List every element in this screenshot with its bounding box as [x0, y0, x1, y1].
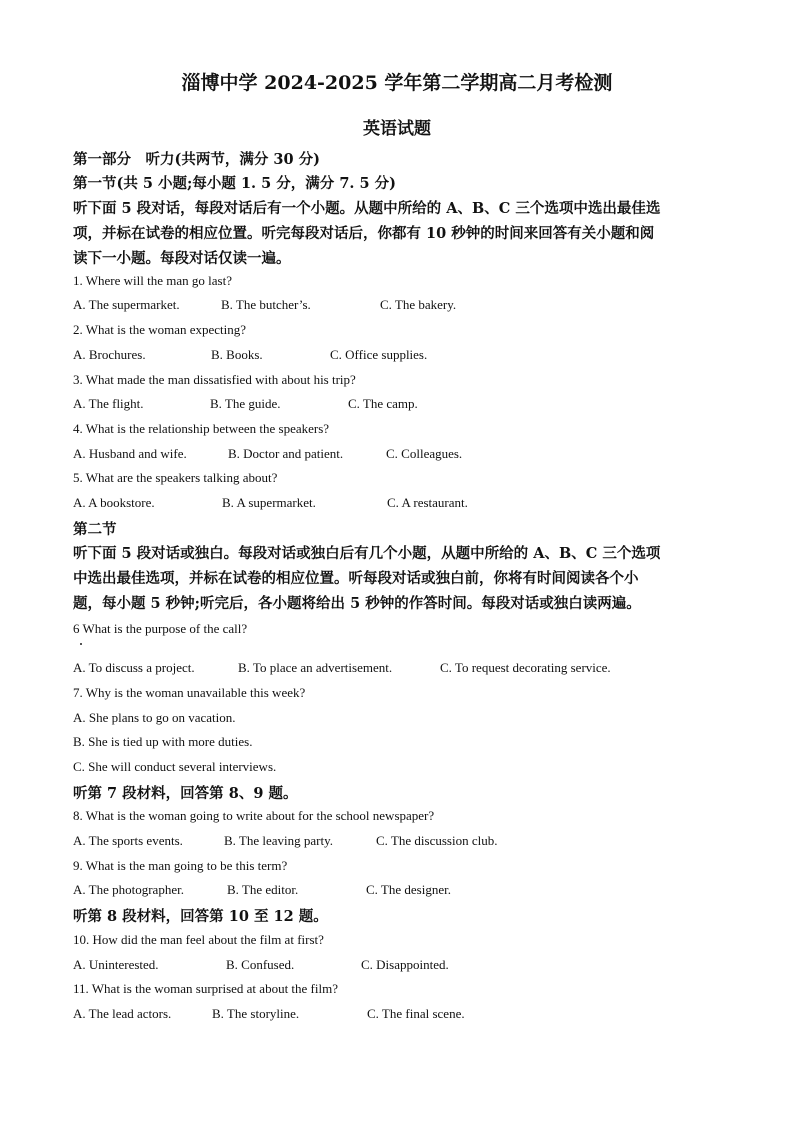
option-c: C. A restaurant.	[387, 495, 468, 510]
question-2: 2. What is the woman expecting?	[73, 322, 247, 337]
option-c: C. The designer.	[366, 882, 451, 897]
question-6: 6 What is the purpose of the call?	[73, 621, 248, 636]
option-a: A. The photographer.	[73, 882, 184, 897]
option-c: C. To request decorating service.	[440, 660, 611, 675]
section1-instruction: 项，并标在试卷的相应位置。听完每段对话后，你都有 10 秒钟的时间来回答有关小题和阅	[73, 225, 655, 242]
material-8-heading: 听第 8 段材料，回答第 10 至 12 题。	[73, 908, 328, 925]
option-b: B. The guide.	[210, 396, 281, 411]
part-heading: 第一部分 听力(共两节，满分 30 分)	[73, 151, 320, 168]
question-9: 9. What is the man going to be this term?	[73, 858, 288, 873]
question-11: 11. What is the woman surprised at about the film?	[73, 981, 338, 996]
section2-heading: 第二节	[73, 521, 117, 538]
option-c: C. The camp.	[348, 396, 418, 411]
option-a: A. The flight.	[73, 396, 144, 411]
section1-heading: 第一节(共 5 小题;每小题 1. 5 分，满分 7. 5 分)	[73, 175, 396, 192]
option-b: B. She is tied up with more duties.	[73, 734, 253, 749]
option-a: A. A bookstore.	[73, 495, 155, 510]
option-c: C. The final scene.	[367, 1006, 465, 1021]
option-c: C. The bakery.	[380, 297, 457, 312]
question-7: 7. Why is the woman unavailable this week?	[73, 685, 306, 700]
stray-mark	[80, 643, 82, 645]
option-b: B. Confused.	[226, 957, 295, 972]
option-a: A. The supermarket.	[73, 297, 180, 312]
option-b: B. The editor.	[227, 882, 299, 897]
option-b: B. Books.	[211, 347, 263, 362]
option-b: B. The leaving party.	[224, 833, 334, 848]
section1-instruction: 听下面 5 段对话，每段对话后有一个小题。从题中所给的 A、B、C 三个选项中选出最佳选	[73, 200, 661, 217]
section2-instruction: 中选出最佳选项，并标在试卷的相应位置。听每段对话或独白前，你将有时间阅读各个小	[73, 570, 639, 587]
option-c: C. Disappointed.	[361, 957, 449, 972]
material-7-heading: 听第 7 段材料，回答第 8、9 题。	[73, 785, 298, 802]
option-b: B. Doctor and patient.	[228, 446, 344, 461]
option-b: B. To place an advertisement.	[238, 660, 393, 675]
option-b: B. The storyline.	[212, 1006, 300, 1021]
option-a: A. Husband and wife.	[73, 446, 187, 461]
question-5: 5. What are the speakers talking about?	[73, 470, 278, 485]
option-a: A. The lead actors.	[73, 1006, 172, 1021]
option-a: A. Brochures.	[73, 347, 146, 362]
question-3: 3. What made the man dissatisfied with about his trip?	[73, 372, 356, 387]
option-a: A. Uninterested.	[73, 957, 159, 972]
section2-instruction: 听下面 5 段对话或独白。每段对话或独白后有几个小题，从题中所给的 A、B、C 三个选项	[73, 545, 661, 562]
section1-instruction: 读下一小题。每段对话仅读一遍。	[73, 250, 291, 267]
question-1: 1. Where will the man go last?	[73, 273, 232, 288]
exam-subtitle: 英语试题	[363, 119, 431, 139]
option-c: C. Colleagues.	[386, 446, 463, 461]
option-c: C. Office supplies.	[330, 347, 428, 362]
option-a: A. She plans to go on vacation.	[73, 710, 236, 725]
question-8: 8. What is the woman going to write about for the school newspaper?	[73, 808, 435, 823]
option-b: B. The butcher’s.	[221, 297, 311, 312]
option-a: A. To discuss a project.	[73, 660, 195, 675]
exam-title: 淄博中学 2024-2025 学年第二学期高二月考检测	[181, 72, 613, 94]
option-c: C. The discussion club.	[376, 833, 498, 848]
option-c: C. She will conduct several interviews.	[73, 759, 277, 774]
option-b: B. A supermarket.	[222, 495, 316, 510]
question-10: 10. How did the man feel about the film at first?	[73, 932, 324, 947]
option-a: A. The sports events.	[73, 833, 183, 848]
section2-instruction: 题，每小题 5 秒钟;听完后，各小题将给出 5 秒钟的作答时间。每段对话或独白读两遍。	[73, 595, 641, 612]
question-4: 4. What is the relationship between the speakers?	[73, 421, 330, 436]
